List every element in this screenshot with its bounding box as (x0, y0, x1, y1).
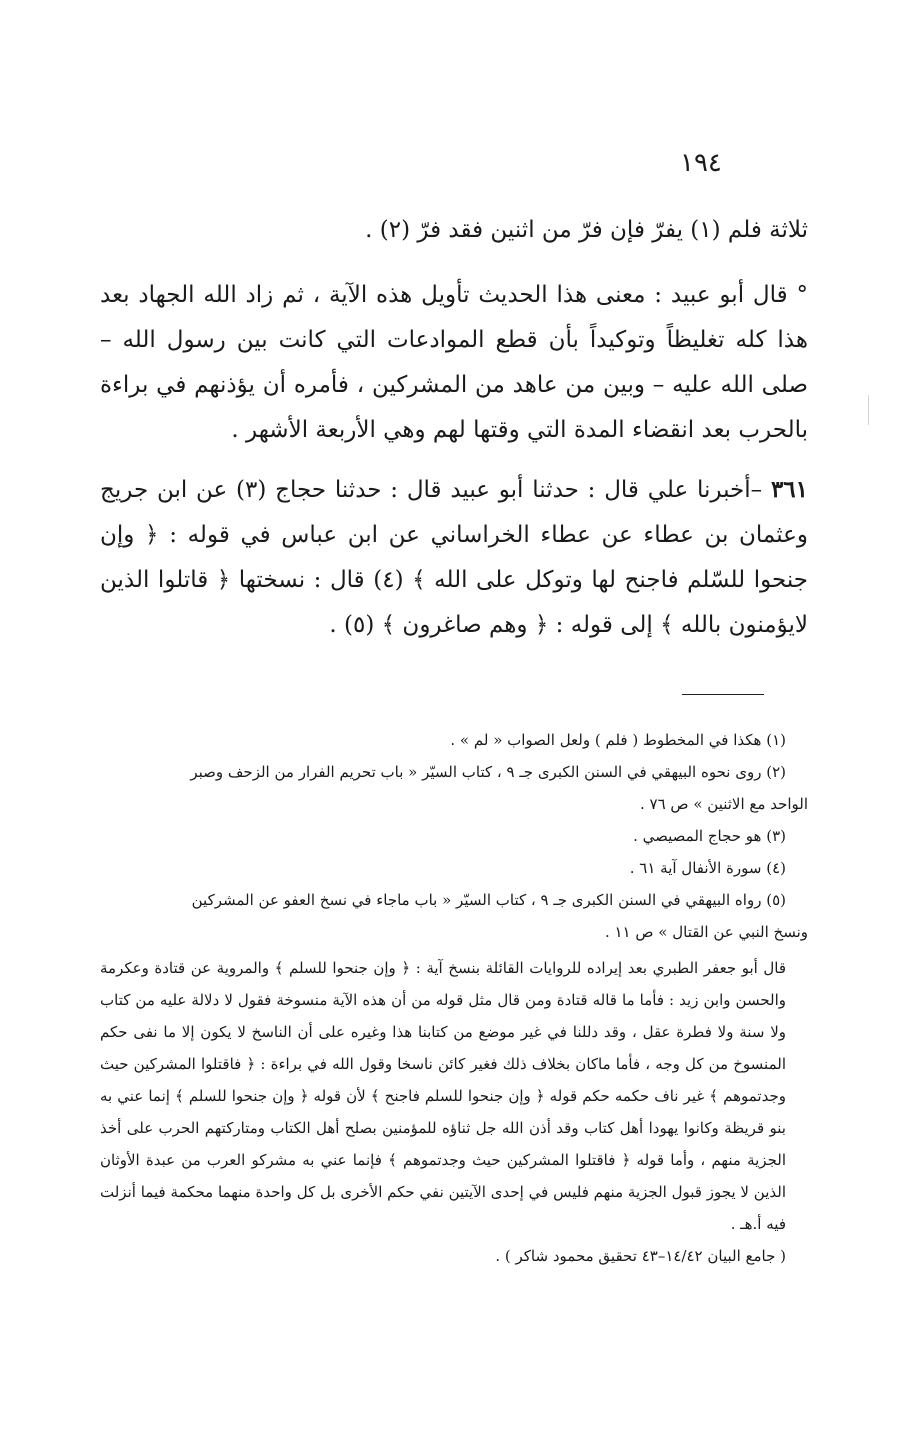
footnote-5-continuation: ونسخ النبي عن القتال » ص ١١ . (604, 923, 808, 941)
footnote-citation: ( جامع البيان ١٤/٤٢–٤٣ تحقيق محمود شاكر ) . (495, 1247, 786, 1265)
footnote-5: (٥) رواه البيهقي في السنن الكبرى جـ ٩ ، كتاب السيّر « باب ماجاء في نسخ العفو عن المشركين (191, 891, 786, 909)
footnote-3: (٣) هو حجاج المصيصي . (633, 827, 786, 845)
paragraph-abu-ubaid: ° قال أبو عبيد : معنى هذا الحديث تأويل هذه الآية ، ثم زاد الله الجهاد بعد هذا كله تغليظاً وتوكيداً بأن قطع الموادعات التي كانت بين رسول الله – صلى الله عليه – وبين من عاهد من المشركين ، فأمره أن يؤذنهم في براءة بالحرب بعد انقضاء المدة التي وقتها لهم وهي الأربعة الأشهر . (100, 282, 808, 443)
scan-artifact-mark (868, 395, 869, 425)
paragraph-narration-361 (100, 467, 808, 648)
narration-number: ٣٦١ (770, 476, 808, 503)
footnote-divider (682, 694, 764, 695)
page-number: ١٩٤ (680, 148, 722, 178)
footnotes (100, 724, 808, 1272)
main-text (100, 208, 808, 648)
footnote-commentary: قال أبو جعفر الطبري بعد إيراده للروايات القائلة بنسخ آية : ﴿ وإن جنحوا للسلم ﴾ والمروية عن قتادة وعكرمة والحسن وابن زيد : فأما ما قاله قتادة ومن قال مثل قوله من أن هذه الآية منسوخة فقول لا دلالة عليه من كتاب ولا سنة ولا فطرة عقل ، وقد دللنا في غير موضع من كتابنا هذا وغيره على أن الناسخ لا يكون إلا ما نفى حكم المنسوخ من كل وجه ، فأما ماكان بخلاف ذلك فغير كائن ناسخا وقول الله في براءة : ﴿ فاقتلوا المشركين حيث وجدتموهم ﴾ غير ناف حكمه حكم قوله ﴿ وإن جنحوا للسلم فاجنح ﴾ لأن قوله ﴿ وإن جنحوا للسلم ﴾ إنما عني به بنو قريظة وكانوا يهودا أهل كتاب وقد أذن الله جل ثناؤه للمؤمنين بصلح أهل الكتاب ومتاركتهم الحرب على أخذ الجزية منهم ، وأما قوله ﴿ فاقتلوا المشركين حيث وجدتموهم ﴾ فإنما عني به مشركو العرب من عبدة الأوثان الذين لا يجوز قبول الجزية منهم فليس في إحدى الآيتين نفي حكم الأخرى بل كل واحدة منهما محكمة فيما أنزلت فيه أ.هـ . (100, 959, 786, 1233)
paragraph-continuation: ثلاثة فلم (١) يفرّ فإن فرّ من اثنين فقد فرّ (٢) . (365, 217, 808, 243)
footnote-2-continuation: الواحد مع الاثنين » ص ٧٦ . (639, 795, 808, 813)
footnote-2: (٢) روى نحوه البيهقي في السنن الكبرى جـ ٩ ، كتاب السيّر « باب تحريم الفرار من الزحف وصبر (190, 763, 786, 781)
narration-text: –أخبرنا علي قال : حدثنا أبو عبيد قال : حدثنا حجاج (٣) عن ابن جريج وعثمان بن عطاء عن عطاء الخراساني عن ابن عباس في قوله : ﴿ وإن جنحوا للسّلم فاجنح لها وتوكل على الله ﴾ (٤) قال : نسختها ﴿ قاتلوا الذين لايؤمنون بالله ﴾ إلى قوله : ﴿ وهم صاغرون ﴾ (٥) . (100, 477, 809, 638)
footnote-4: (٤) سورة الأنفال آية ٦١ . (629, 859, 786, 877)
footnote-1: (١) هكذا في المخطوط ( فلم ) ولعل الصواب « لم » . (450, 731, 786, 749)
